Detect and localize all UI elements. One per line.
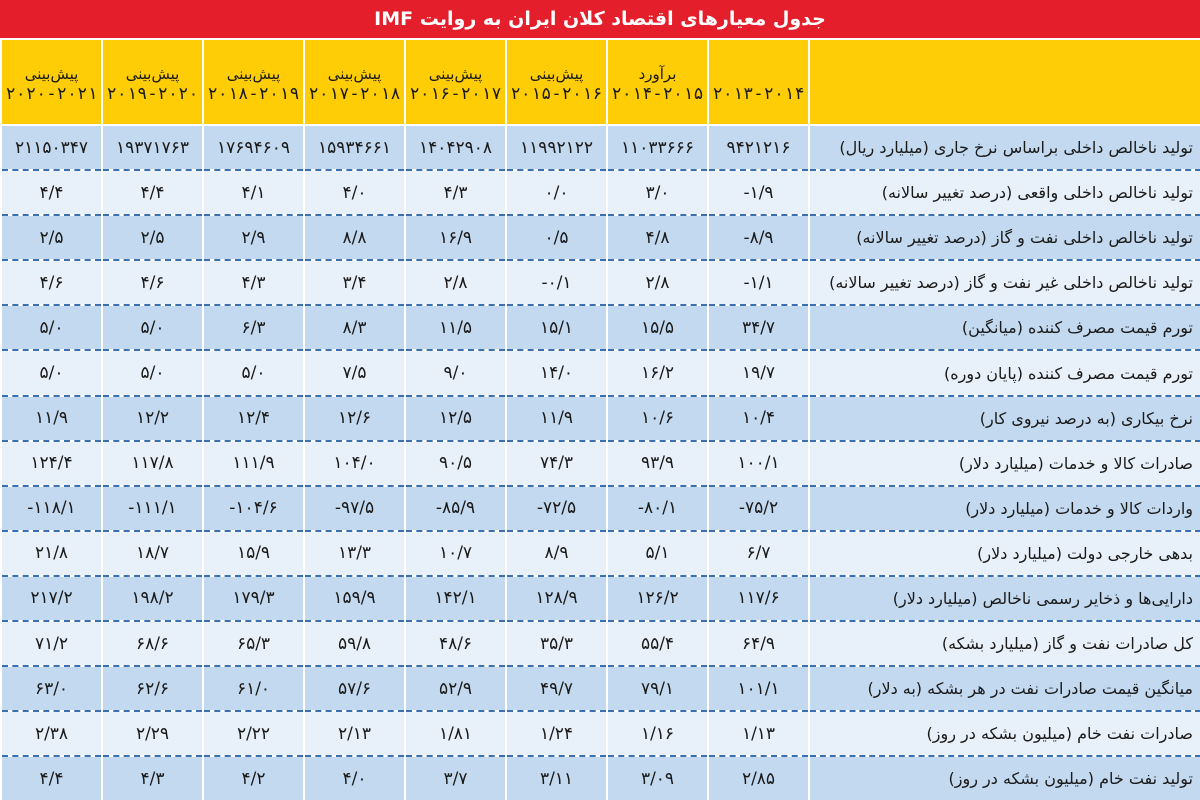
table-cell-value: ۱۱/۵ bbox=[405, 305, 506, 350]
table-cell-value: ۱۰۰/۱ bbox=[708, 441, 809, 486]
table-cell-value: ۳/۴ bbox=[304, 260, 405, 305]
column-header bbox=[304, 39, 405, 125]
column-header-label: پیش‌بینی bbox=[125, 65, 180, 83]
table-cell-value: ۲/۲۲ bbox=[203, 711, 304, 756]
column-header-year: ۲۰۱۸-۲۰۱۹ bbox=[207, 84, 300, 104]
column-header-label: پیش‌بینی bbox=[529, 65, 584, 83]
table-cell-value: ۹۳/۹ bbox=[607, 441, 708, 486]
column-header bbox=[405, 39, 506, 125]
column-header-year: ۲۰۱۶-۲۰۱۷ bbox=[409, 84, 502, 104]
table-cell-value: ۵۹/۸ bbox=[304, 621, 405, 666]
table-cell-value: ۵/۰ bbox=[1, 350, 102, 395]
table-cell-value: ۸/۳ bbox=[304, 305, 405, 350]
table-cell-value: ۲/۹ bbox=[203, 215, 304, 260]
column-header bbox=[607, 39, 708, 125]
row-label: تولید ناخالص داخلی نفت و گاز (درصد تغییر سالانه) bbox=[809, 215, 1200, 260]
table-cell-value: ۴/۶ bbox=[102, 260, 203, 305]
table-cell-value: ۱۱/۹ bbox=[506, 396, 607, 441]
column-header bbox=[1, 39, 102, 125]
table-cell-value: ۴/۰ bbox=[304, 756, 405, 800]
table-cell-value: ۱۶/۹ bbox=[405, 215, 506, 260]
table-cell-value: ۱۴۲/۱ bbox=[405, 576, 506, 621]
table-cell-value: ۶۵/۳ bbox=[203, 621, 304, 666]
table-cell-value: ۶۲/۶ bbox=[102, 666, 203, 711]
table-row bbox=[1, 260, 1200, 305]
column-header-label: پیش‌بینی bbox=[226, 65, 281, 83]
table-cell-value: ۲/۸۵ bbox=[708, 756, 809, 800]
table-cell-value: ۲/۳۸ bbox=[1, 711, 102, 756]
table-cell-value: ۲/۵ bbox=[1, 215, 102, 260]
table-cell-value: ۴۸/۶ bbox=[405, 621, 506, 666]
table-cell-value: ۱۴/۰ bbox=[506, 350, 607, 395]
macro-indicators-table bbox=[0, 38, 1200, 800]
table-cell-value: ۱۲۸/۹ bbox=[506, 576, 607, 621]
row-label: تولید ناخالص داخلی براساس نرخ جاری (میلیارد ریال) bbox=[809, 125, 1200, 170]
row-label: کل صادرات نفت و گاز (میلیارد بشکه) bbox=[809, 621, 1200, 666]
header-label-cell bbox=[809, 39, 1200, 125]
table-cell-value: ۱۲/۴ bbox=[203, 396, 304, 441]
column-header-label: برآورد bbox=[638, 65, 677, 83]
table-title: جدول معیارهای اقتصاد کلان ایران به روایت IMF bbox=[0, 0, 1200, 38]
table-cell-value: ۲/۸ bbox=[607, 260, 708, 305]
table-cell-value: ۱۱۹۹۲۱۲۲ bbox=[506, 125, 607, 170]
table-cell-value: ۱/۱۳ bbox=[708, 711, 809, 756]
table-cell-value: ۱۵۹۳۴۶۶۱ bbox=[304, 125, 405, 170]
table-cell-value: ۱۹۸/۲ bbox=[102, 576, 203, 621]
table-cell-value: ۴/۴ bbox=[102, 170, 203, 215]
table-cell-value: ۷۴/۳ bbox=[506, 441, 607, 486]
table-cell-value: ۱۷۹/۳ bbox=[203, 576, 304, 621]
row-label: واردات کالا و خدمات (میلیارد دلار) bbox=[809, 486, 1200, 531]
table-cell-value: ۱۱۷/۶ bbox=[708, 576, 809, 621]
column-header bbox=[506, 39, 607, 125]
table-cell-value: -۱۱۱/۱ bbox=[102, 486, 203, 531]
column-header-year: ۲۰۱۹-۲۰۲۰ bbox=[106, 84, 199, 104]
table-cell-value: -۸/۹ bbox=[708, 215, 809, 260]
column-header-year: ۲۰۱۴-۲۰۱۵ bbox=[611, 84, 704, 104]
table-cell-value: ۹۴۲۱۲۱۶ bbox=[708, 125, 809, 170]
table-cell-value: ۸/۹ bbox=[506, 531, 607, 576]
table-cell-value: ۷۹/۱ bbox=[607, 666, 708, 711]
table-row bbox=[1, 215, 1200, 260]
row-label: دارایی‌ها و ذخایر رسمی ناخالص (میلیارد دلار) bbox=[809, 576, 1200, 621]
table-cell-value: ۴/۳ bbox=[203, 260, 304, 305]
table-row bbox=[1, 666, 1200, 711]
table-cell-value: ۵/۰ bbox=[1, 305, 102, 350]
column-header-label: پیش‌بینی bbox=[327, 65, 382, 83]
row-label: تولید ناخالص داخلی غیر نفت و گاز (درصد تغییر سالانه) bbox=[809, 260, 1200, 305]
row-label: تولید ناخالص داخلی واقعی (درصد تغییر سالانه) bbox=[809, 170, 1200, 215]
column-header-year: ۲۰۱۳-۲۰۱۴ bbox=[712, 84, 805, 104]
table-cell-value: ۱۱۷/۸ bbox=[102, 441, 203, 486]
table-cell-value: ۱۰/۴ bbox=[708, 396, 809, 441]
row-label: تورم قیمت مصرف کننده (پایان دوره) bbox=[809, 350, 1200, 395]
table-cell-value: ۵۲/۹ bbox=[405, 666, 506, 711]
table-cell-value: ۴/۲ bbox=[203, 756, 304, 800]
table-cell-value: -۰/۱ bbox=[506, 260, 607, 305]
row-label: صادرات کالا و خدمات (میلیارد دلار) bbox=[809, 441, 1200, 486]
table-cell-value: -۸۵/۹ bbox=[405, 486, 506, 531]
table-cell-value: ۱۸/۷ bbox=[102, 531, 203, 576]
table-cell-value: ۴/۳ bbox=[405, 170, 506, 215]
column-header-year: ۲۰۱۵-۲۰۱۶ bbox=[510, 84, 603, 104]
table-cell-value: ۴/۶ bbox=[1, 260, 102, 305]
column-header-label: پیش‌بینی bbox=[428, 65, 483, 83]
row-label: تولید نفت خام (میلیون بشکه در روز) bbox=[809, 756, 1200, 800]
table-cell-value: ۲/۲۹ bbox=[102, 711, 203, 756]
table-cell-value: ۱۷۶۹۴۶۰۹ bbox=[203, 125, 304, 170]
table-cell-value: ۲۱/۸ bbox=[1, 531, 102, 576]
table-cell-value: ۶۸/۶ bbox=[102, 621, 203, 666]
data-table-container bbox=[0, 38, 1200, 800]
table-cell-value: -۹۷/۵ bbox=[304, 486, 405, 531]
table-cell-value: ۱/۲۴ bbox=[506, 711, 607, 756]
table-cell-value: ۱۳/۳ bbox=[304, 531, 405, 576]
table-row bbox=[1, 125, 1200, 170]
table-cell-value: ۲/۸ bbox=[405, 260, 506, 305]
table-cell-value: ۱۲/۵ bbox=[405, 396, 506, 441]
table-cell-value: ۶۱/۰ bbox=[203, 666, 304, 711]
table-cell-value: ۴۹/۷ bbox=[506, 666, 607, 711]
table-cell-value: -۸۰/۱ bbox=[607, 486, 708, 531]
table-row bbox=[1, 170, 1200, 215]
row-label: بدهی خارجی دولت (میلیارد دلار) bbox=[809, 531, 1200, 576]
table-cell-value: ۱۱۰۳۳۶۶۶ bbox=[607, 125, 708, 170]
table-body bbox=[1, 125, 1200, 800]
table-cell-value: ۱۵/۵ bbox=[607, 305, 708, 350]
table-cell-value: ۹/۰ bbox=[405, 350, 506, 395]
row-label: صادرات نفت خام (میلیون بشکه در روز) bbox=[809, 711, 1200, 756]
table-cell-value: ۱/۱۶ bbox=[607, 711, 708, 756]
column-header bbox=[708, 39, 809, 125]
table-cell-value: ۱۵/۱ bbox=[506, 305, 607, 350]
table-cell-value: ۴/۴ bbox=[1, 170, 102, 215]
table-cell-value: ۱۰۱/۱ bbox=[708, 666, 809, 711]
column-header bbox=[102, 39, 203, 125]
table-cell-value: ۱۲/۲ bbox=[102, 396, 203, 441]
table-cell-value: ۴/۰ bbox=[304, 170, 405, 215]
table-cell-value: ۱۲۶/۲ bbox=[607, 576, 708, 621]
table-cell-value: ۵/۰ bbox=[203, 350, 304, 395]
row-label: تورم قیمت مصرف کننده (میانگین) bbox=[809, 305, 1200, 350]
table-cell-value: ۴/۸ bbox=[607, 215, 708, 260]
table-cell-value: ۱۱۱/۹ bbox=[203, 441, 304, 486]
table-cell-value: ۵/۰ bbox=[102, 350, 203, 395]
table-cell-value: ۱/۸۱ bbox=[405, 711, 506, 756]
table-cell-value: ۱۶/۲ bbox=[607, 350, 708, 395]
table-cell-value: ۳۵/۳ bbox=[506, 621, 607, 666]
table-cell-value: ۱۰۴/۰ bbox=[304, 441, 405, 486]
header-row bbox=[1, 39, 1200, 125]
row-label: میانگین قیمت صادرات نفت در هر بشکه (به دلار) bbox=[809, 666, 1200, 711]
table-cell-value: ۴/۳ bbox=[102, 756, 203, 800]
table-row bbox=[1, 576, 1200, 621]
column-header-label bbox=[709, 64, 808, 84]
column-header-year: ۲۰۱۷-۲۰۱۸ bbox=[308, 84, 401, 104]
table-row bbox=[1, 531, 1200, 576]
table-cell-value: -۷۲/۵ bbox=[506, 486, 607, 531]
table-cell-value: ۱۰/۶ bbox=[607, 396, 708, 441]
table-cell-value: ۶۳/۰ bbox=[1, 666, 102, 711]
table-cell-value: ۱۵/۹ bbox=[203, 531, 304, 576]
table-cell-value: ۴/۴ bbox=[1, 756, 102, 800]
column-header bbox=[203, 39, 304, 125]
table-cell-value: ۱۲/۶ bbox=[304, 396, 405, 441]
table-cell-value: ۶/۳ bbox=[203, 305, 304, 350]
table-cell-value: -۱۰۴/۶ bbox=[203, 486, 304, 531]
table-cell-value: ۳/۱۱ bbox=[506, 756, 607, 800]
table-cell-value: ۳/۷ bbox=[405, 756, 506, 800]
table-cell-value: ۳۴/۷ bbox=[708, 305, 809, 350]
table-cell-value: ۵/۱ bbox=[607, 531, 708, 576]
table-row bbox=[1, 711, 1200, 756]
table-row bbox=[1, 396, 1200, 441]
table-cell-value: ۰/۰ bbox=[506, 170, 607, 215]
table-cell-value: ۲۱۱۵۰۳۴۷ bbox=[1, 125, 102, 170]
table-cell-value: ۳/۰۹ bbox=[607, 756, 708, 800]
table-cell-value: ۱۴۰۴۲۹۰۸ bbox=[405, 125, 506, 170]
table-cell-value: ۵۵/۴ bbox=[607, 621, 708, 666]
table-cell-value: ۱۰/۷ bbox=[405, 531, 506, 576]
column-header-year: ۲۰۲۰-۲۰۲۱ bbox=[5, 84, 98, 104]
table-cell-value: -۷۵/۲ bbox=[708, 486, 809, 531]
table-cell-value: ۲۱۷/۲ bbox=[1, 576, 102, 621]
table-cell-value: ۳/۰ bbox=[607, 170, 708, 215]
row-label: نرخ بیکاری (به درصد نیروی کار) bbox=[809, 396, 1200, 441]
table-row bbox=[1, 621, 1200, 666]
table-cell-value: -۱/۹ bbox=[708, 170, 809, 215]
table-cell-value: ۷۱/۲ bbox=[1, 621, 102, 666]
table-row bbox=[1, 486, 1200, 531]
table-row bbox=[1, 305, 1200, 350]
table-cell-value: ۰/۵ bbox=[506, 215, 607, 260]
table-cell-value: ۹۰/۵ bbox=[405, 441, 506, 486]
table-row bbox=[1, 441, 1200, 486]
table-cell-value: ۷/۵ bbox=[304, 350, 405, 395]
table-cell-value: ۲/۱۳ bbox=[304, 711, 405, 756]
table-row bbox=[1, 350, 1200, 395]
table-cell-value: ۵۷/۶ bbox=[304, 666, 405, 711]
table-cell-value: ۱۱/۹ bbox=[1, 396, 102, 441]
table-cell-value: ۱۹۳۷۱۷۶۳ bbox=[102, 125, 203, 170]
table-row bbox=[1, 756, 1200, 800]
table-cell-value: -۱/۱ bbox=[708, 260, 809, 305]
column-header-label: پیش‌بینی bbox=[24, 65, 79, 83]
table-cell-value: ۱۵۹/۹ bbox=[304, 576, 405, 621]
table-cell-value: ۸/۸ bbox=[304, 215, 405, 260]
table-cell-value: ۶/۷ bbox=[708, 531, 809, 576]
table-cell-value: ۱۹/۷ bbox=[708, 350, 809, 395]
table-cell-value: -۱۱۸/۱ bbox=[1, 486, 102, 531]
table-cell-value: ۲/۵ bbox=[102, 215, 203, 260]
table-cell-value: ۶۴/۹ bbox=[708, 621, 809, 666]
table-cell-value: ۱۲۴/۴ bbox=[1, 441, 102, 486]
table-cell-value: ۴/۱ bbox=[203, 170, 304, 215]
table-cell-value: ۵/۰ bbox=[102, 305, 203, 350]
